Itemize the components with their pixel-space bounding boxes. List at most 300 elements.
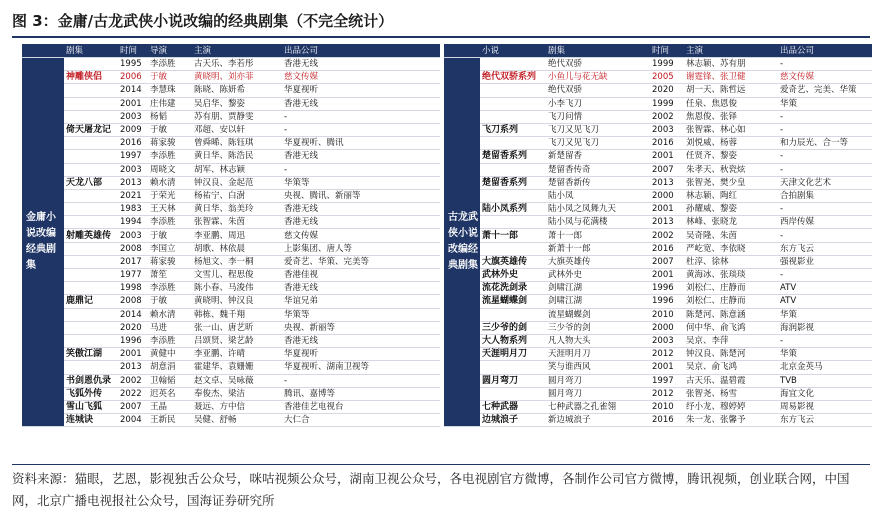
series-title-cell: 天龙八部 xyxy=(64,176,118,189)
table-row xyxy=(22,282,440,295)
table-cell: - xyxy=(778,334,872,347)
table-cell: 杨旭文、李一桐 xyxy=(192,255,282,268)
table-cell: 天涯明月刀 xyxy=(546,348,650,361)
table-cell: 香港无线 xyxy=(282,58,440,71)
table-row xyxy=(22,295,440,308)
table-cell: 2010 xyxy=(650,308,684,321)
table-cell: 焦恩俊、张铎 xyxy=(684,110,778,123)
table-cell: 2016 xyxy=(650,414,684,427)
table-cell: 胡军、林志颖 xyxy=(192,163,282,176)
table-cell: - xyxy=(778,229,872,242)
jinyong-table xyxy=(22,44,440,427)
table-cell: 于敏 xyxy=(148,123,192,136)
table-cell: TVB xyxy=(778,374,872,387)
group-header-blank xyxy=(22,44,64,58)
table-cell: 2008 xyxy=(118,242,148,255)
table-cell: 2013 xyxy=(118,361,148,374)
table-cell: 2000 xyxy=(650,321,684,334)
table-cell: 圆月弯刀 xyxy=(546,374,650,387)
table-cell: 北京金英马 xyxy=(778,361,872,374)
table-row xyxy=(444,242,872,255)
table-cell: 飞刀又见飞刀 xyxy=(546,123,650,136)
table-row xyxy=(444,97,872,110)
table-cell: 何中华、俞飞鸿 xyxy=(684,321,778,334)
table-cell: ATV xyxy=(778,295,872,308)
table-cell: 2003 xyxy=(118,110,148,123)
series-title-cell xyxy=(64,282,118,295)
table-cell: 古天乐、李若彤 xyxy=(192,58,282,71)
series-title-cell xyxy=(480,137,546,150)
table-cell: ATV xyxy=(778,282,872,295)
table-cell: 杨祐宁、白澍 xyxy=(192,189,282,202)
series-title-cell xyxy=(480,308,546,321)
series-title-cell xyxy=(64,216,118,229)
table-cell: 1999 xyxy=(650,58,684,71)
table-cell: 1998 xyxy=(118,282,148,295)
table-cell: 2002 xyxy=(650,110,684,123)
column-header: 导演 xyxy=(148,44,192,58)
table-cell: 飞刀又见飞刀 xyxy=(546,137,650,150)
table-cell: 武林外史 xyxy=(546,269,650,282)
table-cell: 古天乐、温碧霞 xyxy=(684,374,778,387)
table-cell: 文雪儿、程思俊 xyxy=(192,269,282,282)
series-title-cell: 射雕英雄传 xyxy=(64,229,118,242)
table-cell: 新边城浪子 xyxy=(546,414,650,427)
table-row xyxy=(444,361,872,374)
table-cell: 周晓文 xyxy=(148,163,192,176)
table-cell: 绝代双骄 xyxy=(546,58,650,71)
table-cell: 霍建华、袁姗姗 xyxy=(192,361,282,374)
table-cell: 刘悦威、杨蓉 xyxy=(684,137,778,150)
table-cell: 吴京、李萍 xyxy=(684,334,778,347)
table-cell: 2003 xyxy=(650,334,684,347)
table-cell: 华策等 xyxy=(282,176,440,189)
table-cell: 华策 xyxy=(778,348,872,361)
series-title-cell xyxy=(64,308,118,321)
table-cell: 2001 xyxy=(650,203,684,216)
table-row xyxy=(444,295,872,308)
table-cell: 李国立 xyxy=(148,242,192,255)
table-cell: - xyxy=(282,123,440,136)
table-cell: 2001 xyxy=(650,269,684,282)
table-cell: 黄健中 xyxy=(148,348,192,361)
table-row xyxy=(22,308,440,321)
table-row xyxy=(444,163,872,176)
table-cell: 李添胜 xyxy=(148,150,192,163)
table-cell: 陈晓、陈妍希 xyxy=(192,84,282,97)
table-cell: 华策 xyxy=(778,308,872,321)
table-row xyxy=(22,163,440,176)
table-cell: 2013 xyxy=(650,176,684,189)
table-cell: 央视、腾讯、新丽等 xyxy=(282,189,440,202)
column-header: 主演 xyxy=(684,44,778,58)
table-cell: 刘松仁、庄静而 xyxy=(684,282,778,295)
table-cell: 张智尧、杨雪 xyxy=(684,387,778,400)
table-cell: 2007 xyxy=(650,163,684,176)
table-cell: - xyxy=(282,374,440,387)
table-cell: 香港无线 xyxy=(282,150,440,163)
table-cell: 2001 xyxy=(118,348,148,361)
table-cell: 慈文传媒 xyxy=(282,229,440,242)
table-cell: 林峰、张晓龙 xyxy=(684,216,778,229)
series-title-cell: 天涯明月刀 xyxy=(480,348,546,361)
table-cell: 慈文传媒 xyxy=(282,71,440,84)
table-cell: 卫翰韬 xyxy=(148,374,192,387)
table-row xyxy=(22,229,440,242)
table-row xyxy=(22,334,440,347)
table-cell: 华夏视听、湖南卫视等 xyxy=(282,361,440,374)
table-cell: 邓超、安以轩 xyxy=(192,123,282,136)
table-cell: 合拍剧集 xyxy=(778,189,872,202)
series-title-cell xyxy=(480,216,546,229)
table-cell: 香港无线 xyxy=(282,97,440,110)
table-cell: 于敏 xyxy=(148,71,192,84)
series-title-cell: 飞刀系列 xyxy=(480,123,546,136)
table-cell: 天津文化艺术 xyxy=(778,176,872,189)
column-header: 剧集 xyxy=(546,44,650,58)
table-cell: 黄晓明、钟汉良 xyxy=(192,295,282,308)
table-cell: 2001 xyxy=(650,361,684,374)
table-cell: 绝代双骄 xyxy=(546,84,650,97)
series-title-cell: 圆月弯刀 xyxy=(480,374,546,387)
table-cell: 李慧珠 xyxy=(148,84,192,97)
table-cell: 三少爷的剑 xyxy=(546,321,650,334)
series-title-cell xyxy=(64,361,118,374)
table-row xyxy=(22,414,440,427)
series-title-cell: 笑傲江湖 xyxy=(64,348,118,361)
series-title-cell xyxy=(64,97,118,110)
series-title-cell: 鹿鼎记 xyxy=(64,295,118,308)
column-header: 主演 xyxy=(192,44,282,58)
series-title-cell xyxy=(64,321,118,334)
table-cell: 赖水清 xyxy=(148,308,192,321)
series-title-cell: 七种武器 xyxy=(480,400,546,413)
table-cell: 王天林 xyxy=(148,203,192,216)
table-cell: 东方飞云 xyxy=(778,414,872,427)
table-cell: 吕颂贤、梁艺龄 xyxy=(192,334,282,347)
title-rule xyxy=(12,36,870,38)
series-title-cell: 萧十一郎 xyxy=(480,229,546,242)
table-cell: 七种武器之孔雀翎 xyxy=(546,400,650,413)
table-cell: 香港佳视 xyxy=(282,269,440,282)
table-cell: 李亚鹏、许晴 xyxy=(192,348,282,361)
table-cell: 2004 xyxy=(118,414,148,427)
series-title-cell: 书剑恩仇录 xyxy=(64,374,118,387)
series-title-cell xyxy=(480,189,546,202)
gulong-table xyxy=(444,44,872,427)
table-cell: 华夏视听 xyxy=(282,348,440,361)
series-title-cell xyxy=(64,255,118,268)
table-row xyxy=(444,269,872,282)
table-cell: 胡歌、林依晨 xyxy=(192,242,282,255)
table-cell: 华夏视听、腾讯 xyxy=(282,137,440,150)
series-title-cell: 楚留香系列 xyxy=(480,176,546,189)
table-cell: 2016 xyxy=(650,242,684,255)
table-row xyxy=(22,374,440,387)
series-title-cell xyxy=(64,150,118,163)
table-row xyxy=(444,374,872,387)
table-cell: 强视影业 xyxy=(778,255,872,268)
table-cell: 黄日华、翁美玲 xyxy=(192,203,282,216)
series-title-cell xyxy=(64,242,118,255)
table-cell: 2016 xyxy=(650,137,684,150)
table-row xyxy=(444,189,872,202)
table-row xyxy=(444,110,872,123)
table-cell: 笑与谁西风 xyxy=(546,361,650,374)
table-cell: 2017 xyxy=(118,255,148,268)
table-cell: 2002 xyxy=(118,374,148,387)
table-cell: 严屹宽、李依晓 xyxy=(684,242,778,255)
table-cell: 1983 xyxy=(118,203,148,216)
table-cell: 1996 xyxy=(650,295,684,308)
table-cell: 上影集团、唐人等 xyxy=(282,242,440,255)
table-row xyxy=(22,150,440,163)
table-row xyxy=(444,414,872,427)
table-cell: 香港无线 xyxy=(282,216,440,229)
table-cell: 华谊兄弟 xyxy=(282,295,440,308)
table-cell: 爱奇艺、完美、华策 xyxy=(778,84,872,97)
series-title-cell xyxy=(480,58,546,71)
table-cell: 张智霖、林心如 xyxy=(684,123,778,136)
table-cell: 苏有朋、贾静雯 xyxy=(192,110,282,123)
table-cell: 蒋家骏 xyxy=(148,255,192,268)
table-row xyxy=(444,176,872,189)
table-cell: 腾讯、嘉博等 xyxy=(282,387,440,400)
table-row xyxy=(444,321,872,334)
table-cell: 吴启华、黎姿 xyxy=(192,97,282,110)
table-cell: 海宜文化 xyxy=(778,387,872,400)
table-cell: 2012 xyxy=(650,387,684,400)
table-cell: 黄日华、陈浩民 xyxy=(192,150,282,163)
table-row xyxy=(444,255,872,268)
table-cell: 吴奇隆、朱茵 xyxy=(684,229,778,242)
column-header: 出品公司 xyxy=(282,44,440,58)
table-cell: 2003 xyxy=(650,123,684,136)
series-title-cell: 陆小凤系列 xyxy=(480,203,546,216)
table-cell: 于敏 xyxy=(148,295,192,308)
table-cell: 陆小凤 xyxy=(546,189,650,202)
table-row xyxy=(22,84,440,97)
table-cell: 海润影视 xyxy=(778,321,872,334)
table-cell: 王新民 xyxy=(148,414,192,427)
table-cell: 陈楚河、陈意涵 xyxy=(684,308,778,321)
series-title-cell xyxy=(64,163,118,176)
column-header: 小说 xyxy=(480,44,546,58)
table-cell: 李添胜 xyxy=(148,216,192,229)
table-cell: 庄伟建 xyxy=(148,97,192,110)
table-row xyxy=(22,216,440,229)
table-cell: 飞刀问情 xyxy=(546,110,650,123)
table-cell: 陆小凤与花满楼 xyxy=(546,216,650,229)
group-label: 金庸小说改编经典剧集 xyxy=(22,58,64,427)
table-cell: 新楚留香 xyxy=(546,150,650,163)
table-row xyxy=(22,176,440,189)
table-row xyxy=(444,334,872,347)
table-cell: 华策等 xyxy=(282,308,440,321)
table-cell: 2008 xyxy=(118,295,148,308)
series-title-cell xyxy=(480,163,546,176)
table-row xyxy=(22,123,440,136)
table-row xyxy=(22,71,440,84)
column-header: 时间 xyxy=(118,44,148,58)
table-row xyxy=(22,137,440,150)
series-title-cell: 雪山飞狐 xyxy=(64,400,118,413)
series-title-cell xyxy=(64,269,118,282)
table-cell: 奉俊杰、梁洁 xyxy=(192,387,282,400)
series-title-cell: 倚天屠龙记 xyxy=(64,123,118,136)
figure-title: 图 3：金庸/古龙武侠小说改编的经典剧集（不完全统计） xyxy=(12,12,394,30)
table-row xyxy=(22,97,440,110)
table-cell: 纾小龙、穆婷婷 xyxy=(684,400,778,413)
table-cell: 2001 xyxy=(118,97,148,110)
table-row xyxy=(22,321,440,334)
table-row xyxy=(22,58,440,71)
table-row xyxy=(22,387,440,400)
table-row xyxy=(444,203,872,216)
table-cell: 陆小凤之凤舞九天 xyxy=(546,203,650,216)
table-cell: 2009 xyxy=(118,123,148,136)
table-cell: 黄晓明、刘亦菲 xyxy=(192,71,282,84)
table-cell: 孙耀威、黎姿 xyxy=(684,203,778,216)
table-cell: 任贤齐、黎姿 xyxy=(684,150,778,163)
table-cell: 林志颖、陶红 xyxy=(684,189,778,202)
table-cell: 马进 xyxy=(148,321,192,334)
table-cell: 2003 xyxy=(118,163,148,176)
table-row xyxy=(444,400,872,413)
series-title-cell xyxy=(480,97,546,110)
table-cell: 胡意涓 xyxy=(148,361,192,374)
table-row xyxy=(444,58,872,71)
series-title-cell xyxy=(64,58,118,71)
series-title-cell: 绝代双骄系列 xyxy=(480,71,546,84)
table-cell: 凡人物大头 xyxy=(546,334,650,347)
table-row xyxy=(22,400,440,413)
table-cell: 香港无线 xyxy=(282,334,440,347)
table-cell: 楚留香新传 xyxy=(546,176,650,189)
table-cell: 钟汉良、金起范 xyxy=(192,176,282,189)
table-cell: 2013 xyxy=(650,216,684,229)
table-row xyxy=(444,387,872,400)
table-cell: 1996 xyxy=(650,282,684,295)
series-title-cell: 大旗英雄传 xyxy=(480,255,546,268)
table-cell: 2016 xyxy=(118,137,148,150)
table-cell: 香港无线 xyxy=(282,282,440,295)
table-cell: 萧笙 xyxy=(148,269,192,282)
table-cell: 王晶 xyxy=(148,400,192,413)
table-cell: 张一山、唐艺昕 xyxy=(192,321,282,334)
table-cell: - xyxy=(778,150,872,163)
table-cell: 林志颖、苏有朋 xyxy=(684,58,778,71)
series-title-cell xyxy=(64,203,118,216)
table-cell: 1994 xyxy=(118,216,148,229)
table-cell: 刘松仁、庄静而 xyxy=(684,295,778,308)
table-cell: 朱一龙、张馨予 xyxy=(684,414,778,427)
series-title-cell: 武林外史 xyxy=(480,269,546,282)
table-cell: 赵文卓、吴咏薇 xyxy=(192,374,282,387)
table-cell: 大旗英雄传 xyxy=(546,255,650,268)
table-row xyxy=(444,137,872,150)
table-cell: 2021 xyxy=(118,189,148,202)
series-title-cell: 飞狐外传 xyxy=(64,387,118,400)
table-cell: 2022 xyxy=(118,387,148,400)
table-cell: 2000 xyxy=(650,189,684,202)
table-row xyxy=(444,84,872,97)
series-title-cell xyxy=(480,110,546,123)
series-title-cell: 大人物系列 xyxy=(480,334,546,347)
table-row xyxy=(22,110,440,123)
table-cell: 爱奇艺、华策、完美等 xyxy=(282,255,440,268)
table-cell: 剑啸江湖 xyxy=(546,282,650,295)
table-row xyxy=(444,150,872,163)
table-cell: - xyxy=(778,110,872,123)
source-note: 资料来源：猫眼，艺恩，影视独舌公众号，咪咕视频公众号，湖南卫视公众号，各电视剧官方微博，各制作公司官方微博，腾讯视频，创业联合网，中国网，北京广播电视报社公众号，国海证券研究所 xyxy=(12,464,870,508)
series-title-cell xyxy=(64,334,118,347)
table-cell: 杜淳、徐林 xyxy=(684,255,778,268)
table-cell: 胡一天、陈哲远 xyxy=(684,84,778,97)
table-cell: - xyxy=(778,203,872,216)
table-row xyxy=(22,348,440,361)
table-cell: 西岸传媒 xyxy=(778,216,872,229)
table-cell: 和力辰光、合一等 xyxy=(778,137,872,150)
table-cell: 2005 xyxy=(650,71,684,84)
series-title-cell xyxy=(64,110,118,123)
series-title-cell: 神雕侠侣 xyxy=(64,71,118,84)
table-row xyxy=(444,71,872,84)
table-cell: 楚留香传奇 xyxy=(546,163,650,176)
series-title-cell xyxy=(480,242,546,255)
table-cell: - xyxy=(778,269,872,282)
table-row xyxy=(22,255,440,268)
series-title-cell: 边城浪子 xyxy=(480,414,546,427)
series-title-cell xyxy=(64,84,118,97)
table-cell: 杨韬 xyxy=(148,110,192,123)
table-cell: 李添胜 xyxy=(148,58,192,71)
table-cell: 陈小春、马浚伟 xyxy=(192,282,282,295)
table-cell: 张智尧、樊少皇 xyxy=(684,176,778,189)
table-cell: 张智霖、朱茵 xyxy=(192,216,282,229)
table-cell: 2020 xyxy=(118,321,148,334)
table-cell: 聂远、方中信 xyxy=(192,400,282,413)
table-cell: 韩栋、魏千翔 xyxy=(192,308,282,321)
table-cell: 1997 xyxy=(118,150,148,163)
table-row xyxy=(444,216,872,229)
table-cell: - xyxy=(282,110,440,123)
series-title-cell xyxy=(64,137,118,150)
table-cell: 于敏 xyxy=(148,229,192,242)
table-row xyxy=(22,203,440,216)
table-row xyxy=(22,242,440,255)
table-cell: 黄海冰、张琰琰 xyxy=(684,269,778,282)
series-title-cell: 楚留香系列 xyxy=(480,150,546,163)
table-cell: 朱孝天、秋瓷炫 xyxy=(684,163,778,176)
table-cell: 任泉、焦恩俊 xyxy=(684,97,778,110)
table-cell: 吴健、舒畅 xyxy=(192,414,282,427)
table-cell: 1996 xyxy=(118,334,148,347)
table-row xyxy=(22,189,440,202)
table-cell: 2003 xyxy=(118,229,148,242)
table-row xyxy=(444,282,872,295)
table-cell: 2020 xyxy=(650,84,684,97)
group-label: 古龙武侠小说改编经典剧集 xyxy=(444,58,480,427)
table-cell: 钟汉良、陈楚河 xyxy=(684,348,778,361)
table-cell: 圆月弯刀 xyxy=(546,387,650,400)
table-cell: 1977 xyxy=(118,269,148,282)
table-cell: 2013 xyxy=(118,176,148,189)
table-cell: 谢霆锋、张卫健 xyxy=(684,71,778,84)
table-cell: 大仁合 xyxy=(282,414,440,427)
series-title-cell: 流星蝴蝶剑 xyxy=(480,295,546,308)
series-title-cell xyxy=(480,361,546,374)
